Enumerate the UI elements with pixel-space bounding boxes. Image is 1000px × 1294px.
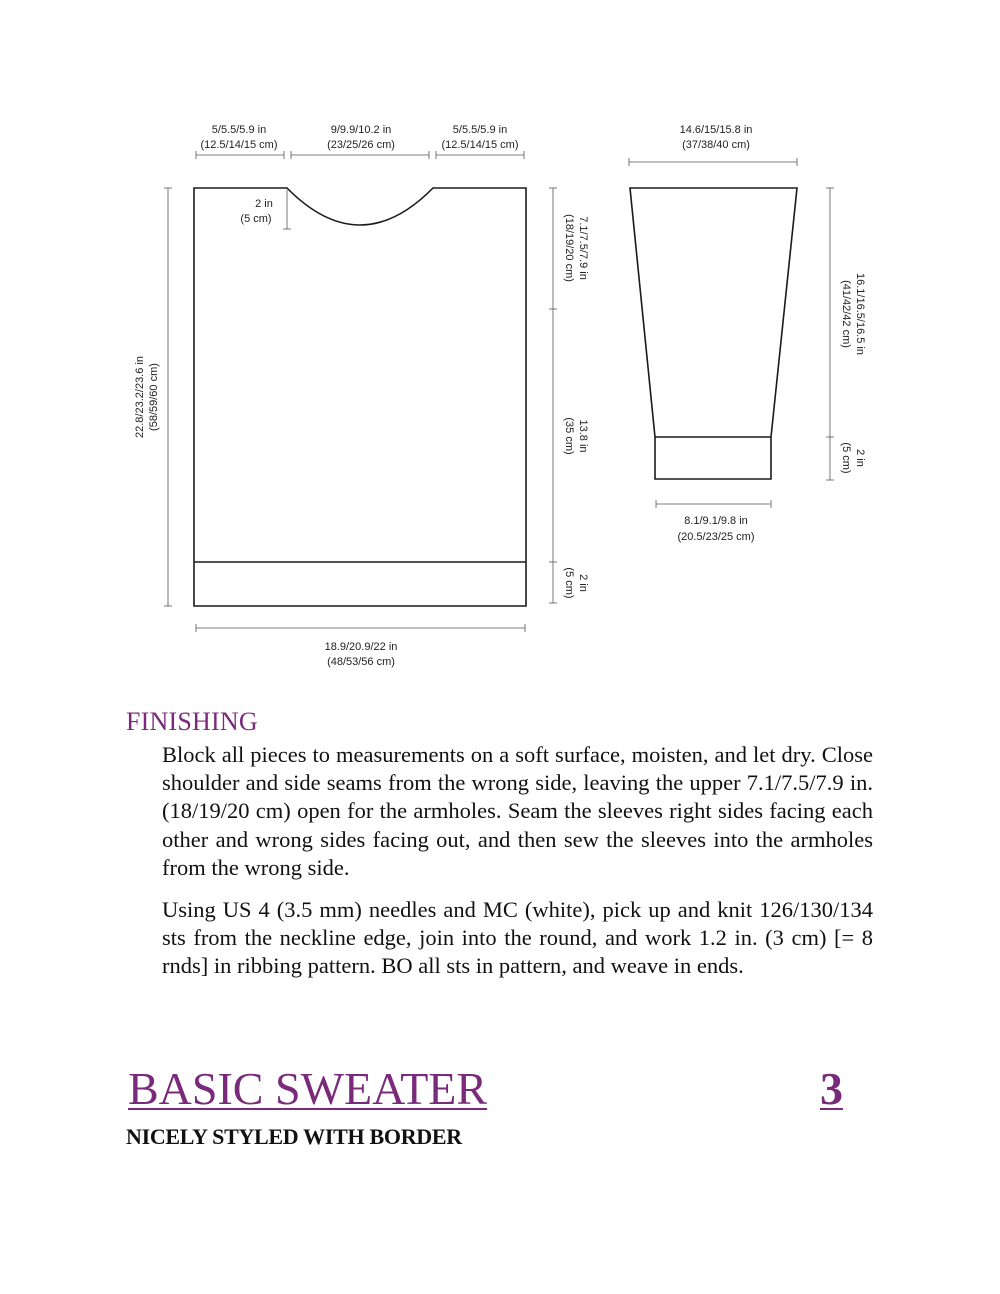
shoulder-right-cm: (12.5/14/15 cm) bbox=[441, 139, 519, 151]
sleeve-right-dimensions bbox=[826, 188, 834, 480]
finishing-paragraph-1: Block all pieces to measurements on a soft surface, moisten, and let dry. Close shoulder and side seams from the wrong side, leaving the upper 7.1/7.5/7.9 in. (18/19/20 cm) open for the armholes. Seam the sleeves right sides facing each other and wrong sides facing out, and then sew the sleeves into the armholes from the wrong side. bbox=[162, 742, 873, 880]
sleeve-outline bbox=[630, 188, 797, 479]
hem-rib-cm: (5 cm) bbox=[563, 567, 575, 599]
sleeve-cuff-cm: (5 cm) bbox=[840, 442, 852, 474]
side-length-in: 13.8 in bbox=[577, 419, 589, 453]
neck-depth-in: 2 in bbox=[255, 198, 273, 210]
finishing-paragraph-2: Using US 4 (3.5 mm) needles and MC (white), pick up and knit 126/130/134 sts from the neckline edge, join into the round, and work 1.2 in. (3 cm) [= 8 rnds] in ribbing pattern. BO all sts in pattern, and weave in ends. bbox=[162, 897, 873, 979]
body-width-in: 18.9/20.9/22 in bbox=[324, 641, 398, 653]
hem-rib-in: 2 in bbox=[577, 574, 589, 592]
shoulder-left-in: 5/5.5/5.9 in bbox=[211, 124, 267, 136]
shoulder-right-in: 5/5.5/5.9 in bbox=[452, 124, 508, 136]
next-pattern-title: BASIC SWEATER bbox=[128, 1063, 488, 1114]
armhole-cm: (18/19/20 cm) bbox=[563, 214, 575, 282]
finishing-heading: FINISHING bbox=[126, 707, 258, 736]
sleeve-cuff-in: 2 in bbox=[854, 449, 866, 467]
neck-depth-dimension bbox=[283, 190, 291, 229]
sleeve-length-cm: (41/42/42 cm) bbox=[840, 280, 852, 348]
body-piece bbox=[194, 188, 526, 606]
cuff-width-in: 8.1/9.1/9.8 in bbox=[684, 515, 748, 527]
sleeve-top-in: 14.6/15/15.8 in bbox=[679, 124, 753, 136]
shoulder-left-cm: (12.5/14/15 cm) bbox=[200, 139, 278, 151]
side-length-cm: (35 cm) bbox=[563, 417, 575, 455]
cuff-width-cm: (20.5/23/25 cm) bbox=[677, 531, 755, 543]
body-top-dimensions bbox=[196, 151, 524, 159]
neck-depth-cm: (5 cm) bbox=[240, 213, 272, 225]
body-width-cm: (48/53/56 cm) bbox=[327, 656, 395, 668]
body-width-dimension bbox=[196, 624, 525, 632]
sleeve-cuff-width-dimension bbox=[656, 500, 771, 508]
neck-width-in: 9/9.9/10.2 in bbox=[330, 124, 392, 136]
total-length-cm: (58/59/60 cm) bbox=[148, 363, 160, 431]
pattern-number: 3 bbox=[820, 1063, 843, 1114]
neck-width-cm: (23/25/26 cm) bbox=[327, 139, 395, 151]
next-pattern-subtitle: NICELY STYLED WITH BORDER bbox=[126, 1124, 462, 1149]
body-outline bbox=[194, 188, 526, 606]
sleeve-top-cm: (37/38/40 cm) bbox=[682, 139, 750, 151]
sleeve-length-in: 16.1/16.5/16.5 in bbox=[854, 273, 866, 355]
body-right-dimensions bbox=[549, 188, 557, 603]
sleeve-top-dimension bbox=[629, 158, 797, 166]
total-length-in: 22.8/23.2/23.6 in bbox=[134, 356, 146, 438]
sleeve-piece bbox=[630, 188, 797, 479]
armhole-in: 7.1/7.5/7.9 in bbox=[577, 216, 589, 280]
total-length-dimension bbox=[164, 188, 172, 606]
